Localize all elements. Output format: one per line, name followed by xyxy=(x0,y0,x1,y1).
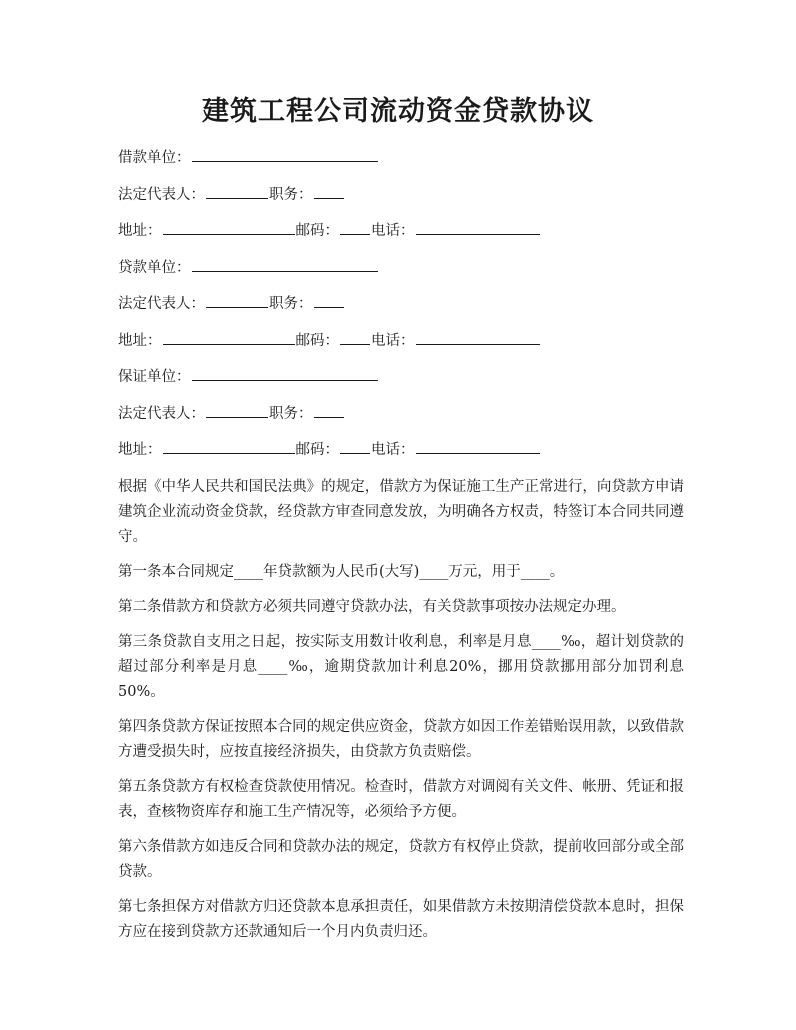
lender-postcode-label: 邮码： xyxy=(295,332,339,349)
lender-legal-rep-blank xyxy=(206,292,268,308)
guarantor-address-label: 地址： xyxy=(118,442,162,458)
lender-unit-line xyxy=(118,256,684,280)
borrower-unit-line xyxy=(118,146,684,170)
lender-address-line xyxy=(118,329,684,353)
guarantor-legal-rep-label: 法定代表人： xyxy=(118,405,205,422)
lender-position-label: 职务： xyxy=(269,296,313,312)
borrower-postcode-label: 邮码： xyxy=(295,223,339,239)
lender-address-blank xyxy=(163,329,295,345)
article-1-paragraph: 第一条本合同规定____年贷款额为人民币(大写)____万元，用于____。 xyxy=(118,563,565,580)
borrower-postcode-blank xyxy=(340,219,370,235)
borrower-unit-blank xyxy=(192,146,378,162)
article-5-paragraph: 第五条贷款方有权检查贷款使用情况。检查时，借款方对调阅有关文件、帐册、凭证和报表，查核物资库存和施工生产情况等，必须给予方便。 xyxy=(118,778,684,820)
borrower-position-blank xyxy=(314,183,344,199)
lender-unit-label: 贷款单位： xyxy=(118,259,191,276)
lender-rep-line xyxy=(118,292,684,316)
article-7-paragraph: 第七条担保方对借款方归还贷款本息承担责任，如果借款方未按期清偿贷款本息时，担保方应在接到贷款方还款通知后一个月内负责归还。 xyxy=(118,898,684,940)
borrower-position-label: 职务： xyxy=(269,186,313,203)
article-4-paragraph: 第四条贷款方保证按照本合同的规定供应资金，贷款方如因工作差错贻误用款，以致借款方遭受损失时，应按直接经济损失，由贷款方负责赔偿。 xyxy=(118,718,684,760)
lender-address-label: 地址： xyxy=(118,332,162,349)
guarantor-address-line xyxy=(118,438,684,462)
borrower-legal-rep-blank xyxy=(206,183,268,199)
guarantor-rep-line xyxy=(118,402,684,426)
borrower-legal-rep-label: 法定代表人： xyxy=(118,186,205,203)
guarantor-unit-label: 保证单位： xyxy=(118,369,191,385)
borrower-unit-label: 借款单位： xyxy=(118,150,191,166)
lender-unit-blank xyxy=(192,256,378,272)
document-body xyxy=(118,146,684,955)
borrower-address-label: 地址： xyxy=(118,223,162,239)
guarantor-legal-rep-blank xyxy=(206,402,268,418)
guarantor-postcode-label: 邮码： xyxy=(295,442,339,458)
borrower-phone-label: 电话： xyxy=(371,223,415,239)
guarantor-phone-label: 电话： xyxy=(371,442,415,458)
guarantor-position-label: 职务： xyxy=(269,405,313,422)
borrower-address-line xyxy=(118,219,684,243)
lender-phone-blank xyxy=(416,329,540,345)
guarantor-unit-blank xyxy=(192,365,378,381)
guarantor-address-blank xyxy=(163,438,295,454)
borrower-rep-line xyxy=(118,183,684,207)
article-6-paragraph: 第六条借款方如违反合同和贷款办法的规定，贷款方有权停止贷款，提前收回部分或全部贷款。 xyxy=(118,838,684,880)
guarantor-postcode-blank xyxy=(340,438,370,454)
document-title: 建筑工程公司流动资金贷款协议 xyxy=(202,96,594,127)
guarantor-position-blank xyxy=(314,402,344,418)
guarantor-phone-blank xyxy=(416,438,540,454)
preamble-paragraph: 根据《中华人民共和国民法典》的规定，借款方为保证施工生产正常进行，向贷款方申请建筑企业流动资金贷款，经贷款方审查同意发放，为明确各方权责，特签订本合同共同遵守。 xyxy=(118,478,684,545)
borrower-phone-blank xyxy=(416,219,540,235)
lender-position-blank xyxy=(314,292,344,308)
guarantor-unit-line xyxy=(118,365,684,389)
article-2-paragraph: 第二条借款方和贷款方必须共同遵守贷款办法，有关贷款事项按办法规定办理。 xyxy=(118,598,626,615)
article-3-paragraph: 第三条贷款自支用之日起，按实际支用数计收利息，利率是月息____‰，超计划贷款的超过部分利率是月息____‰，逾期贷款加计利息20%，挪用贷款挪用部分加罚利息50%。 xyxy=(118,633,684,700)
lender-legal-rep-label: 法定代表人： xyxy=(118,296,205,312)
lender-phone-label: 电话： xyxy=(371,332,415,349)
borrower-address-blank xyxy=(163,219,295,235)
lender-postcode-blank xyxy=(340,329,370,345)
